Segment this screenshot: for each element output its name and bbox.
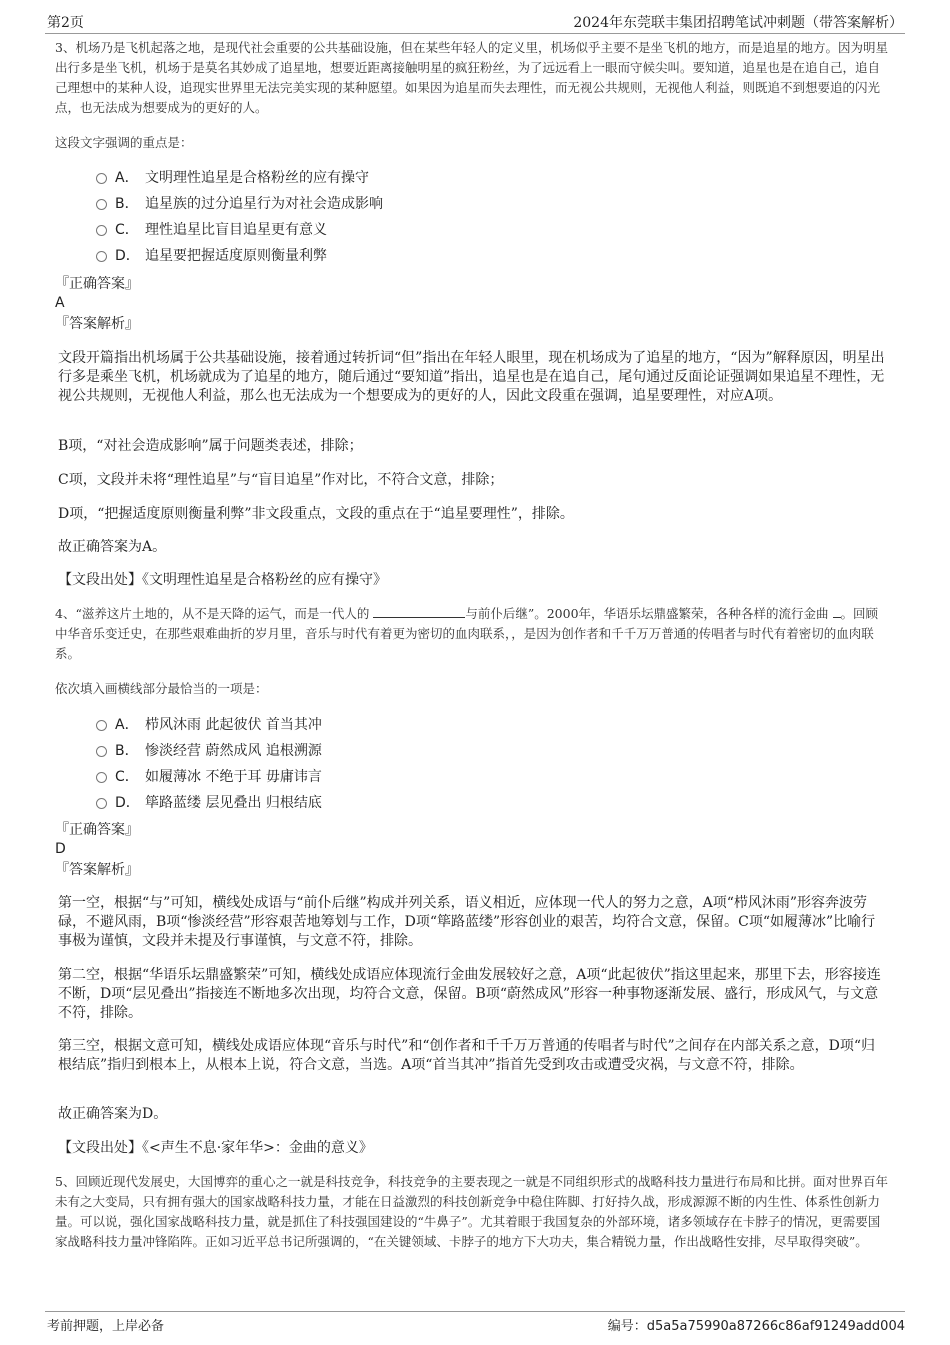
- q3-analysis-p4: D项，“把握适度原则衡量利弊”非文段重点，文段的重点在于“追星要理性”，排除。: [58, 506, 574, 522]
- radio-icon[interactable]: [96, 720, 107, 731]
- q3-analysis-p2: B项，“对社会造成影响”属于问题类表述，排除；: [58, 438, 363, 454]
- q3-answer-label: 『正确答案』: [55, 276, 139, 292]
- blank-1: [373, 605, 465, 618]
- q4-option-a[interactable]: A． 栉风沐雨 此起彼伏 首当其冲: [96, 714, 322, 736]
- q3-prompt: 这段文字强调的重点是：: [55, 135, 193, 150]
- q3-analysis-p5: 故正确答案为A。: [58, 539, 167, 555]
- q3-option-a[interactable]: A． 文明理性追星是合格粉丝的应有操守: [96, 167, 369, 189]
- q5-stem: 5、回顾近现代发展史，大国博弈的重心之一就是科技竞争，科技竞争的主要表现之一就是不同组织形式的战略科技力量进行布局和比拼。面对世界百年未有之大变局，只有拥有强大的国家战略科技力量，才能在日益激烈的科技创新竞争中稳住阵脚、打好持久战，形成源源不断的内生性、体系性创新力量。可以说，强化国家战略科技力量，就是抓住了科技强国建设的“牛鼻子”。尤其着眼于我国复杂的外部环境，诸多领域存在卡脖子的情况，更需要国家战略科技力量冲锋陷阵。正如习近平总书记所强调的，“在关键领域、卡脖子的地方下大功夫，集合精锐力量，作出战略性安排，尽早取得突破”。: [55, 1174, 888, 1249]
- q4-analysis-label: 『答案解析』: [55, 862, 139, 878]
- q4-analysis-p4: 故正确答案为D。: [58, 1106, 168, 1122]
- radio-icon[interactable]: [96, 772, 107, 783]
- q3-analysis-label: 『答案解析』: [55, 316, 139, 332]
- q4-prompt: 依次填入画横线部分最恰当的一项是：: [55, 681, 268, 696]
- q4-analysis-p3: 第三空，根据文意可知，横线处成语应体现“音乐与时代”和“创作者和千千万万普通的传唱者与时代”之间存在内部关系之意，D项“归根结底”指归到根本上，从根本上说，符合文意，当选。A项“首当其冲”指首先受到攻击或遭受灾祸，与文意不符，排除。: [58, 1038, 876, 1073]
- page-header: [0, 0, 950, 34]
- q3-option-b[interactable]: B． 追星族的过分追星行为对社会造成影响: [96, 193, 383, 215]
- q4-option-b[interactable]: B． 惨淡经营 蔚然成风 追根溯源: [96, 740, 322, 762]
- radio-icon[interactable]: [96, 746, 107, 757]
- q4-option-d[interactable]: D． 筚路蓝缕 层见叠出 归根结底: [96, 792, 322, 814]
- q3-option-c[interactable]: C． 理性追星比盲目追星更有意义: [96, 219, 327, 241]
- page-number: 第2页: [47, 15, 84, 31]
- radio-icon[interactable]: [96, 798, 107, 809]
- q3-option-d[interactable]: D． 追星要把握适度原则衡量利弊: [96, 245, 327, 267]
- q4-analysis-p2: 第二空，根据“华语乐坛鼎盛繁荣”可知，横线处成语应体现流行金曲发展较好之意，A项“此起彼伏”指这里起来，那里下去，形容接连不断，D项“层见叠出”指接连不断地多次出现，均符合文意，保留。B项“蔚然成风”形容一种事物逐渐发展、盛行，形成风气，与文意不符，排除。: [58, 967, 881, 1021]
- q3-source: 【文段出处】《文明理性追星是合格粉丝的应有操守》: [58, 572, 387, 588]
- page-footer: [0, 1305, 950, 1345]
- radio-icon[interactable]: [96, 173, 107, 184]
- q4-answer: D: [55, 841, 66, 857]
- q4-analysis-p1: 第一空，根据“与”可知，横线处成语与“前仆后继”构成并列关系，语义相近，应体现一代人的努力之意，A项“栉风沐雨”形容奔波劳碌，不避风雨，B项“惨淡经营”形容艰苦地筹划与工作，D项“筚路蓝缕”形容创业的艰苦，均符合文意，保留。C项“如履薄冰”比喻行事极为谨慎，文段并未提及行事谨慎，与文意不符，排除。: [58, 895, 876, 949]
- footer-code: 编号：d5a5a75990a87266c86af91249add004: [607, 1319, 905, 1334]
- radio-icon[interactable]: [96, 225, 107, 236]
- document-title: 2024年东莞联丰集团招聘笔试冲刺题（带答案解析）: [573, 15, 903, 31]
- footer-slogan: 考前押题，上岸必备: [47, 1319, 165, 1334]
- q4-option-c[interactable]: C． 如履薄冰 不绝于耳 毋庸讳言: [96, 766, 322, 788]
- header-divider: [45, 33, 905, 34]
- blank-2: [833, 605, 841, 618]
- radio-icon[interactable]: [96, 251, 107, 262]
- q3-answer: A: [55, 295, 65, 311]
- q4-source: 【文段出处】《<声生不息·家年华>：金曲的意义》: [58, 1140, 373, 1156]
- footer-divider: [45, 1311, 905, 1312]
- radio-icon[interactable]: [96, 199, 107, 210]
- q3-analysis-p1: 文段开篇指出机场属于公共基础设施，接着通过转折词“但”指出在年轻人眼里，现在机场成为了追星的地方，“因为”解释原因，明星出行多是乘坐飞机，机场就成为了追星的地方，随后通过“要知道”指出，追星也是在追自己，尾句通过反面论证强调如果追星不理性，无视公共规则，无视他人利益，那么也无法成为一个想要成为的更好的人，因此文段重在强调，追星要理性，对应A项。: [58, 350, 885, 404]
- q3-analysis-p3: C项，文段并未将“理性追星”与“盲目追星”作对比，不符合文意，排除；: [58, 472, 504, 488]
- q3-stem: 3、机场乃是飞机起落之地，是现代社会重要的公共基础设施，但在某些年轻人的定义里，机场似乎主要不是坐飞机的地方，而是追星的地方。因为明星出行多是坐飞机，机场于是莫名其妙成了追星地，想要近距离接触明星的疯狂粉丝，为了远远看上一眼而守候尖叫。要知道，追星也是在追自己，追自己理想中的某种人设，追现实世界里无法完美实现的某种愿望。如果因为追星而失去理性，而无视公共规则，无视他人利益，则既追不到想要追的闪光点，也无法成为想要成为的更好的人。: [55, 40, 888, 115]
- q4-answer-label: 『正确答案』: [55, 822, 139, 838]
- q4-stem: 4、“滋养这片土地的，从不是天降的运气，而是一代人的 与前仆后继”。2000年，华语乐坛鼎盛繁荣，各种各样的流行金曲 。回顾中华音乐变迁史，在那些艰难曲折的岁月里，音乐与时代有着更为密切的血肉联系，，是因为创作者和千千万万普通的传唱者与时代有着密切的血肉联系。: [55, 606, 879, 661]
